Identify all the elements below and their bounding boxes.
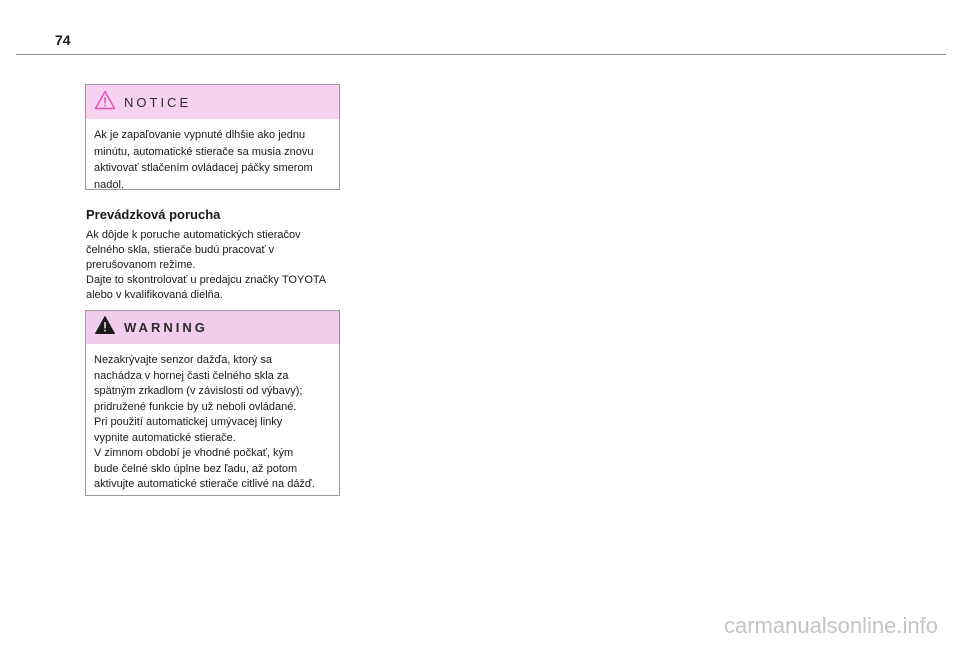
warning-header [86, 311, 339, 344]
header-divider [16, 54, 946, 55]
warning-body [86, 344, 339, 501]
warning-line: bude čelné sklo úplne bez ľadu, až potom [94, 462, 298, 475]
notice-body [86, 119, 339, 201]
notice-header [86, 85, 339, 119]
notice-line: aktivovať stlačením ovládacej páčky smerom [94, 162, 313, 174]
notice-line: Ak je zapaľovanie vypnuté dlhšie ako jednu [94, 129, 306, 141]
notice-title: NOTICE [124, 94, 192, 110]
warning-box [85, 310, 340, 496]
notice-box [85, 84, 340, 190]
warning-line: spätným zrkadlom (v závislosti od výbavy); [94, 385, 303, 397]
warning-line: V zimnom období je vhodné počkať, kým [94, 447, 294, 459]
notice-line: nadol. [94, 178, 124, 191]
section-line: prerušovanom režime. [86, 259, 196, 271]
warning-line: Pri použití automatickej umývacej linky [94, 416, 283, 428]
warning-line: vypnite automatické stierače. [94, 431, 236, 444]
watermark: carmanualsonline.info [723, 613, 938, 638]
section-heading: Prevádzková porucha [86, 207, 221, 222]
section-line: Ak dôjde k poruche automatických stieračov [86, 229, 301, 241]
warning-triangle-outline-icon [94, 90, 116, 115]
warning-line: pridružené funkcie by už neboli ovládané. [94, 400, 297, 413]
warning-line: nachádza v hornej časti čelného skla za [94, 369, 289, 382]
section-line: alebo v kvalifikovaná dielňa. [86, 289, 223, 301]
warning-title: WARNING [124, 320, 208, 335]
page-number: 74 [55, 32, 71, 48]
warning-line: Nezakrývajte senzor dažďa, ktorý sa [94, 354, 272, 366]
section-body [86, 228, 348, 303]
warning-triangle-filled-icon [94, 315, 116, 340]
notice-line: minútu, automatické stierače sa musia znovu [94, 145, 314, 158]
section-line: čelného skla, stierače budú pracovať v [86, 244, 275, 256]
warning-line: aktivujte automatické stierače citlivé na dážď. [94, 478, 315, 490]
section-line: Dajte to skontrolovať u predajcu značky TOYOTA [86, 274, 327, 286]
